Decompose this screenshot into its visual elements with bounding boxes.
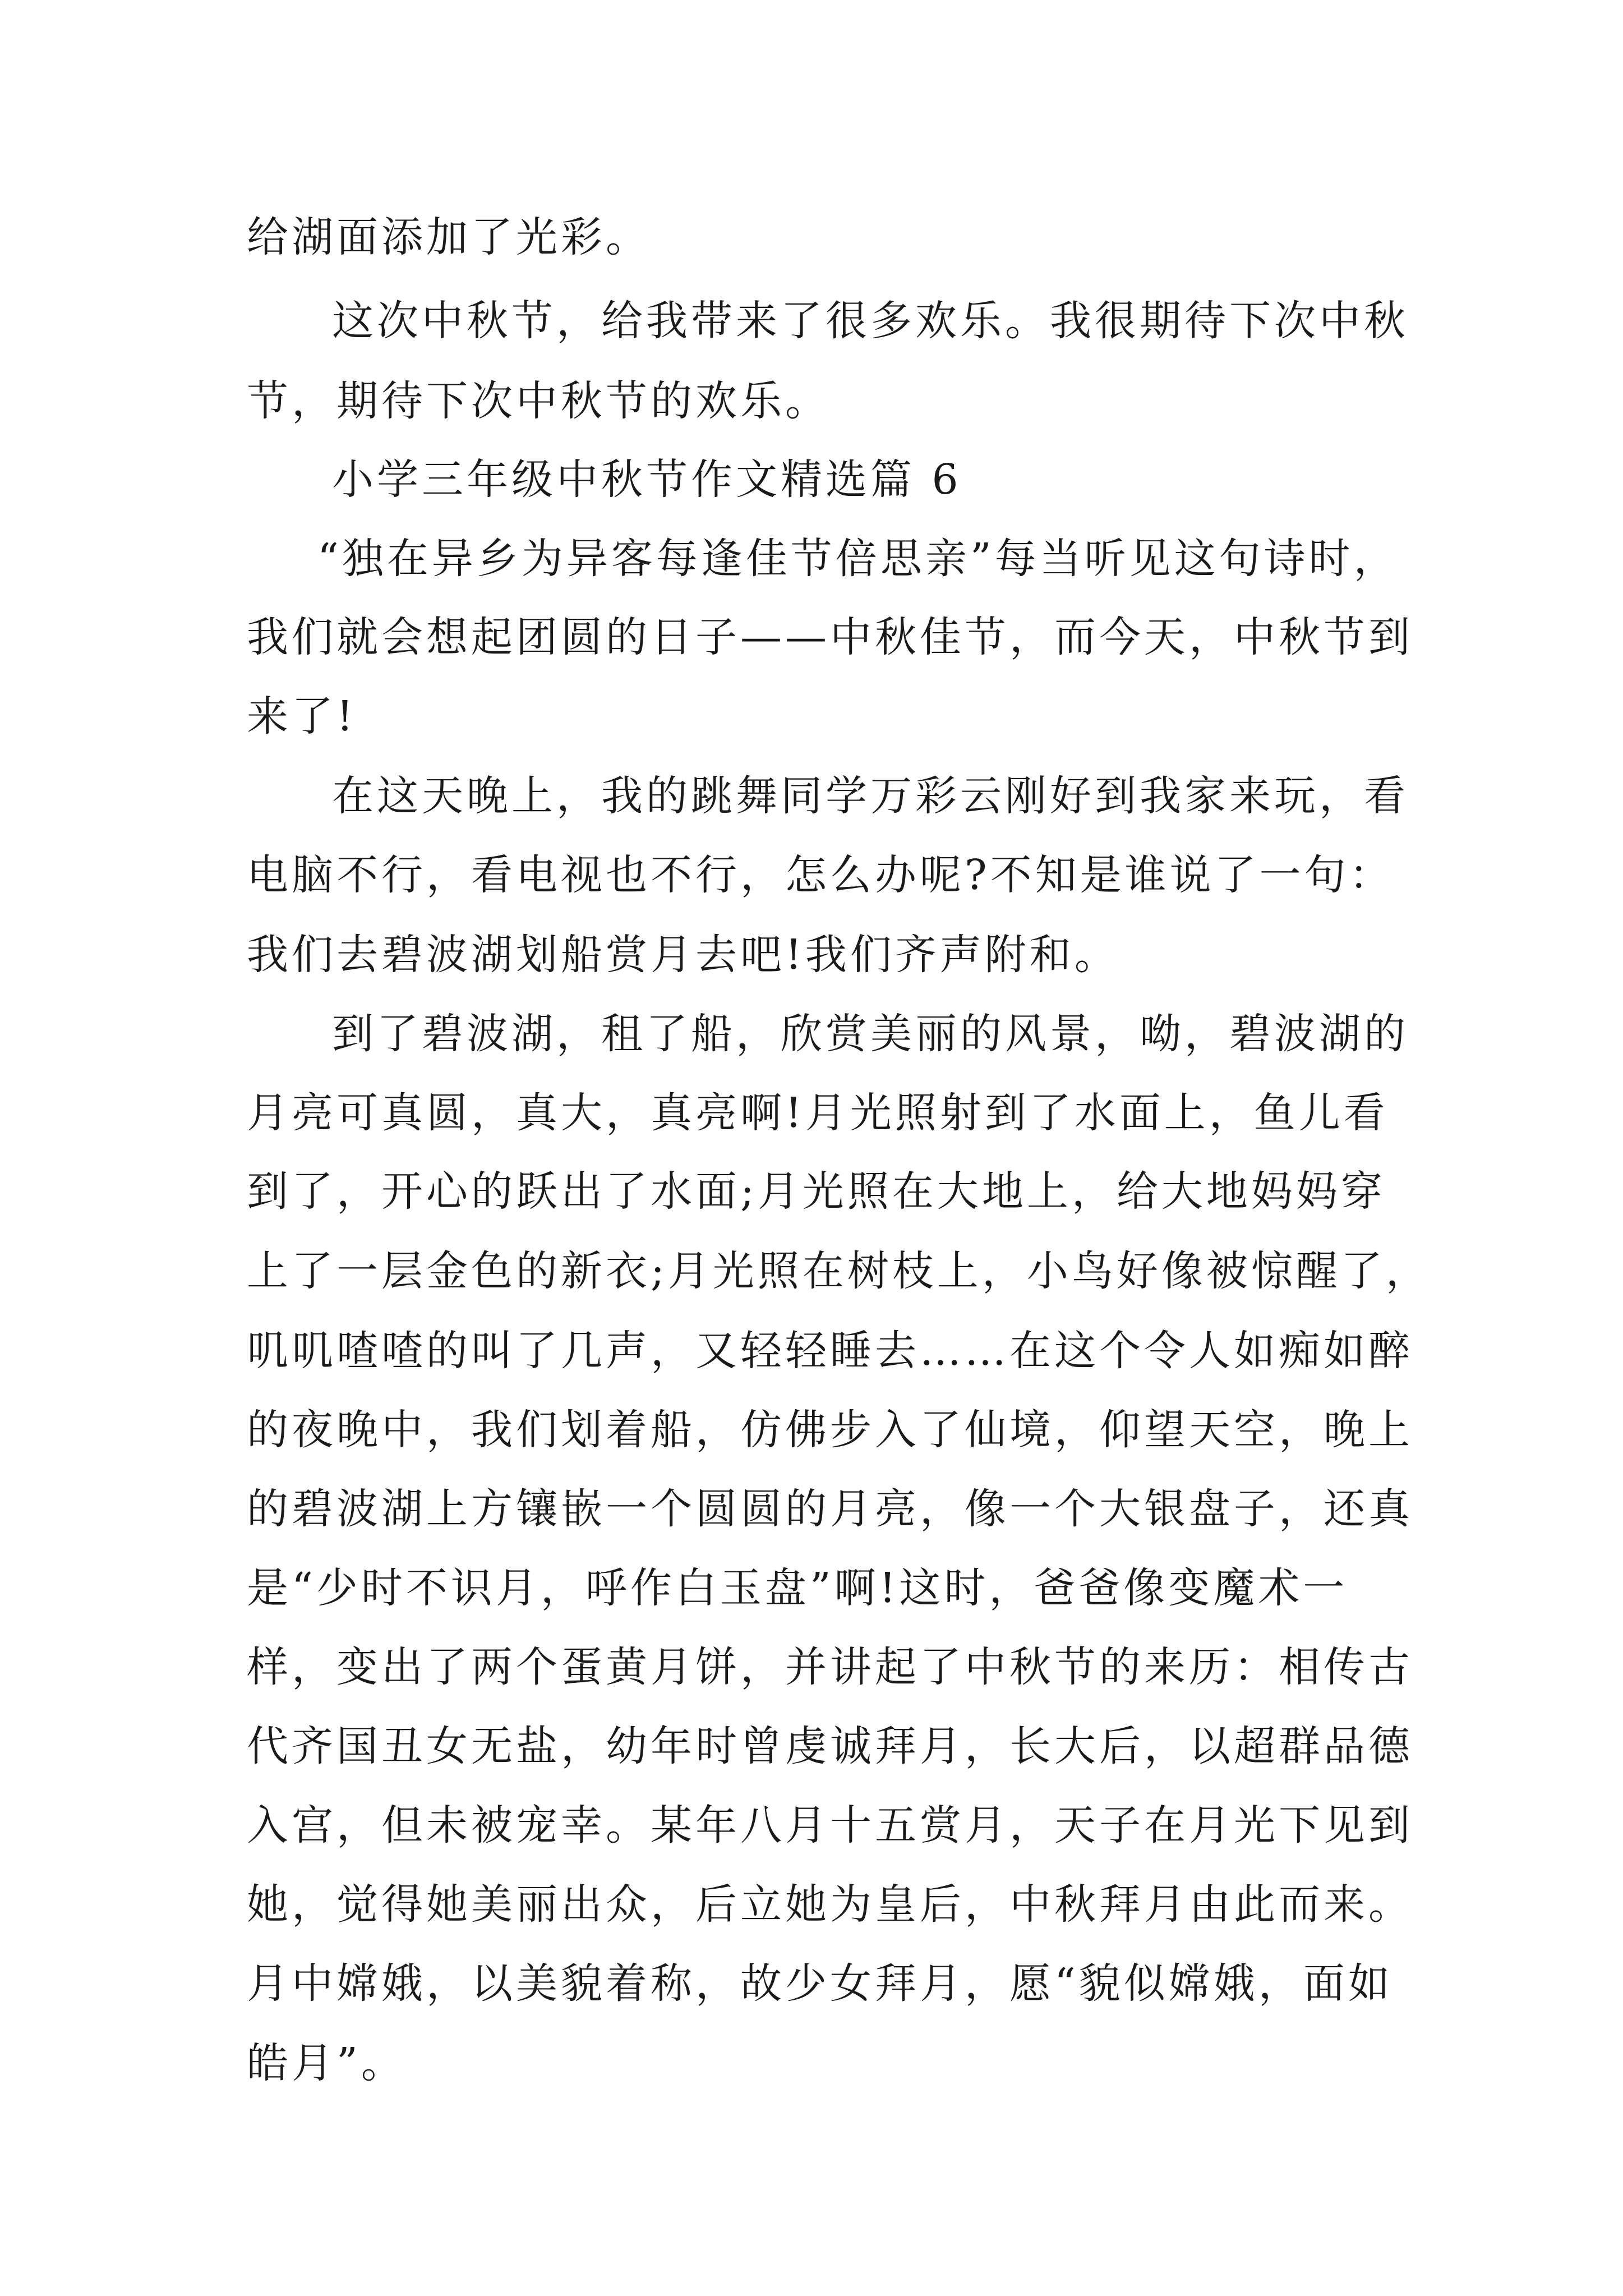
text-line: 她，觉得她美丽出众，后立她为皇后，中秋拜月由此而来。 bbox=[247, 1880, 1413, 1929]
text-line: 给湖面添加了光彩。 bbox=[247, 213, 651, 261]
section-heading: 小学三年级中秋节作文精选篇 6 bbox=[332, 455, 962, 504]
text-line: 代齐国丑女无盐，幼年时曾虔诚拜月，长大后，以超群品德 bbox=[247, 1722, 1413, 1770]
text-line: 是“少时不识月，呼作白玉盘”啊!这时，爸爸像变魔术一 bbox=[247, 1564, 1348, 1612]
text-line: 电脑不行，看电视也不行，怎么办呢?不知是谁说了一句： bbox=[247, 851, 1394, 899]
text-line: 这次中秋节，给我带来了很多欢乐。我很期待下次中秋 bbox=[332, 297, 1409, 345]
text-line: 的夜晚中，我们划着船，仿佛步入了仙境，仰望天空，晚上 bbox=[247, 1406, 1413, 1454]
text-line: 在这天晚上，我的跳舞同学万彩云刚好到我家来玩，看 bbox=[332, 772, 1409, 820]
text-line: 我们就会想起团圆的日子——中秋佳节，而今天，中秋节到 bbox=[247, 613, 1413, 661]
text-line: 月中嫦娥，以美貌着称，故少女拜月，愿“貌似嫦娥，面如 bbox=[247, 1959, 1393, 2008]
text-line: 到了碧波湖，租了船，欣赏美丽的风景，呦，碧波湖的 bbox=[332, 1010, 1409, 1058]
text-line: 节，期待下次中秋节的欢乐。 bbox=[247, 377, 830, 425]
text-line: 到了，开心的跃出了水面;月光照在大地上，给大地妈妈穿 bbox=[247, 1167, 1386, 1216]
text-line: 入宫，但未被宠幸。某年八月十五赏月，天子在月光下见到 bbox=[247, 1801, 1413, 1849]
text-line: 的碧波湖上方镶嵌一个圆圆的月亮，像一个大银盘子，还真 bbox=[247, 1485, 1413, 1533]
text-line: 皓月”。 bbox=[247, 2039, 406, 2087]
text-line: 我们去碧波湖划船赏月去吧!我们齐声附和。 bbox=[247, 931, 1119, 979]
text-line: 来了! bbox=[247, 692, 357, 740]
text-line: 月亮可真圆，真大，真亮啊!月光照射到了水面上，鱼儿看 bbox=[247, 1089, 1389, 1137]
text-line: 叽叽喳喳的叫了几声，又轻轻睡去……在这个令人如痴如醉 bbox=[247, 1327, 1413, 1375]
text-line: 上了一层金色的新衣;月光照在树枝上，小鸟好像被惊醒了， bbox=[247, 1247, 1431, 1295]
text-line: “独在异乡为异客每逢佳节倍思亲”每当听见这句诗时， bbox=[317, 535, 1399, 583]
text-line: 样，变出了两个蛋黄月饼，并讲起了中秋节的来历：相传古 bbox=[247, 1643, 1413, 1691]
